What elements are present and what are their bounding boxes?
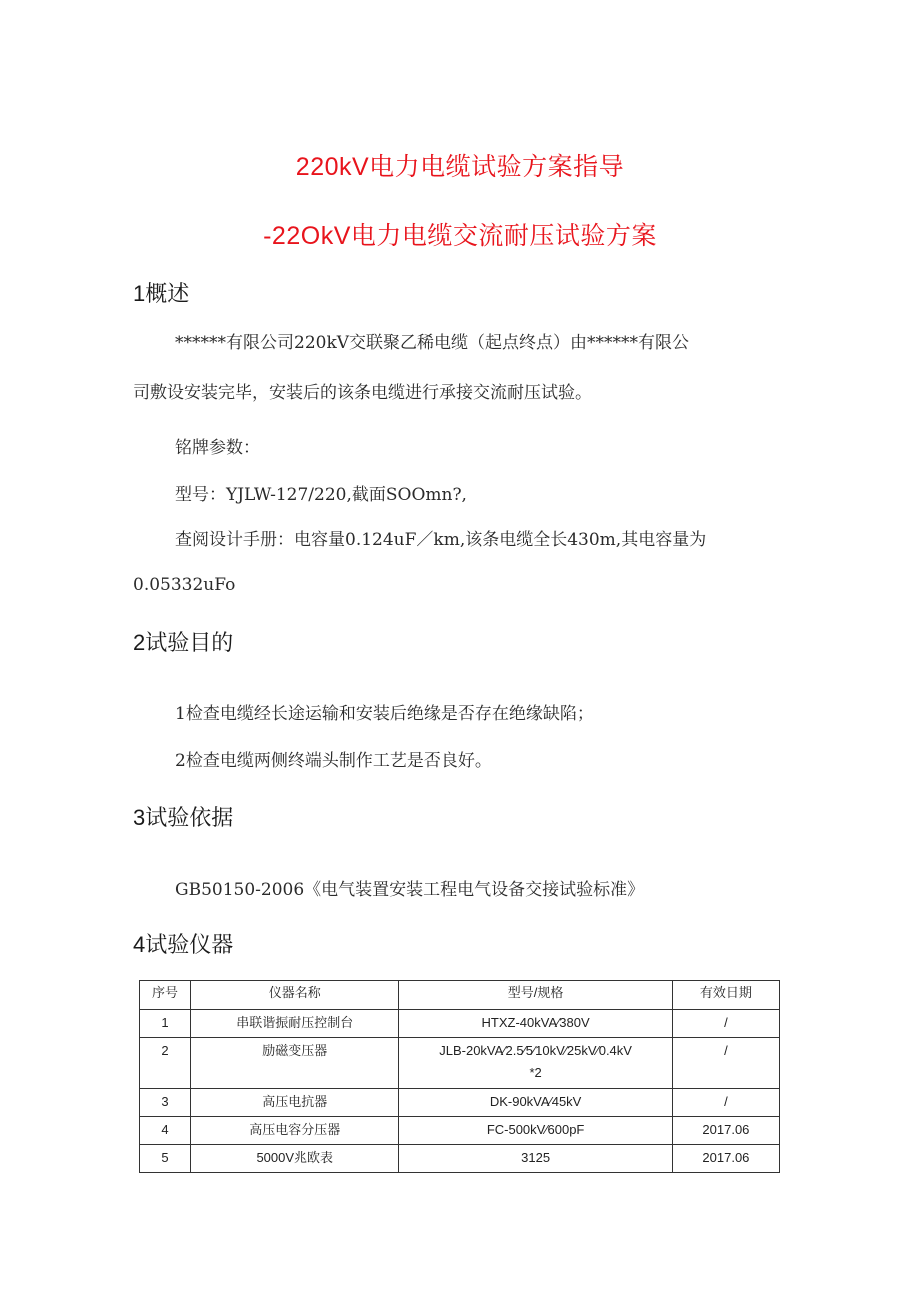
section-heading-basis: 3试验依据 [133,805,234,830]
overview-paragraph-line1: ******有限公司220kV交联聚乙稀电缆（起点终点）由******有限公 [175,333,690,353]
section-heading-instruments: 4试验仪器 [133,932,234,957]
header-name: 仪器名称 [191,981,399,1010]
cell-name: 5000V兆欧表 [191,1145,399,1173]
section-heading-purpose: 2试验目的 [133,630,234,655]
document-subtitle: -22OkV电力电缆交流耐压试验方案 [263,222,657,250]
section-heading-overview: 1概述 [133,281,190,306]
cell-date: / [672,1010,779,1038]
cell-name: 串联谐振耐压控制台 [191,1010,399,1038]
cell-model-line2: *2 [529,1065,542,1080]
cell-name: 高压电抗器 [191,1089,399,1117]
cell-date: / [672,1038,779,1089]
design-manual-line2: 0.05332uFo [133,575,236,595]
table-row [140,1038,780,1089]
cell-no: 5 [140,1145,191,1173]
cell-no: 4 [140,1117,191,1145]
document-title: 220kV电力电缆试验方案指导 [295,153,625,181]
instrument-table [139,980,780,1173]
cell-no: 2 [140,1038,191,1089]
cell-model: 3125 [399,1145,672,1173]
header-date: 有效日期 [672,981,779,1010]
table-row [140,1010,780,1038]
cell-model [399,1038,672,1089]
nameplate-label: 铭牌参数： [175,438,260,458]
cell-model: HTXZ-40kVA⁄380V [399,1010,672,1038]
overview-paragraph-line2: 司敷设安装完毕，安装后的该条电缆进行承接交流耐压试验。 [133,383,592,403]
cell-date: 2017.06 [672,1117,779,1145]
table-row [140,1117,780,1145]
basis-standard: GB50150-2006《电气装置安装工程电气设备交接试验标准》 [175,880,645,900]
purpose-item-1: 1检查电缆经长途运输和安装后绝缘是否存在绝缘缺陷； [175,704,594,724]
purpose-item-2: 2检查电缆两侧终端头制作工艺是否良好。 [175,751,492,771]
cell-date: 2017.06 [672,1145,779,1173]
cell-model-line1: JLB-20kVA⁄2.5⁄5⁄10kV⁄25kV⁄0.4kV [439,1043,632,1058]
table-header-row [140,981,780,1010]
header-no: 序号 [140,981,191,1010]
cell-model: DK-90kVA⁄45kV [399,1089,672,1117]
table-row [140,1145,780,1173]
cell-no: 1 [140,1010,191,1038]
cell-model: FC-500kV⁄600pF [399,1117,672,1145]
cell-name: 励磁变压器 [191,1038,399,1089]
cell-name: 高压电容分压器 [191,1117,399,1145]
cell-date: / [672,1089,779,1117]
table-row [140,1089,780,1117]
cell-no: 3 [140,1089,191,1117]
header-model: 型号/规格 [399,981,672,1010]
model-spec: 型号：YJLW-127/220,截面SOOmn?, [175,485,467,505]
design-manual-line1: 查阅设计手册：电容量0.124uF／km,该条电缆全长430m,其电容量为 [175,530,707,550]
